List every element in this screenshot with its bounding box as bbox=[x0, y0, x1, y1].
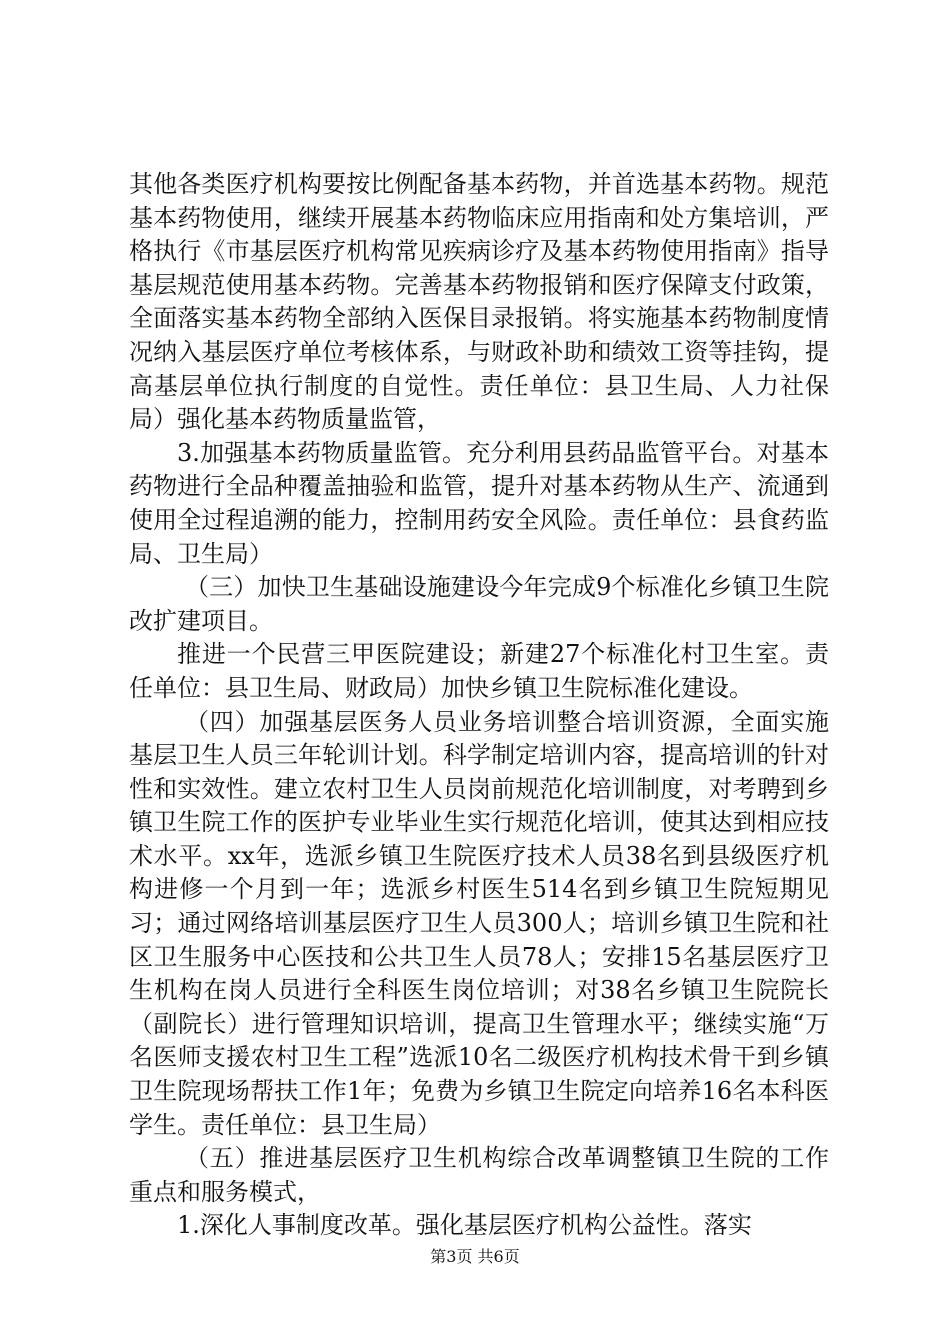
paragraph-4: 推进一个民营三甲医院建设；新建27个标准化村卫生室。责任单位：县卫生局、财政局）加快乡镇卫生院标准化建设。 bbox=[129, 640, 829, 702]
paragraph-7: 1.深化人事制度改革。强化基层医疗机构公益性。落实 bbox=[177, 1211, 752, 1240]
paragraph-2: 3.加强基本药物质量监管。充分利用县药品监管平台。对基本药物进行全品种覆盖抽验和监管，提升对基本药物从生产、流通到使用全过程追溯的能力，控制用药安全风险。责任单位：县食药监局、卫生局） bbox=[129, 438, 829, 568]
paragraph-5: （四）加强基层医务人员业务培训整合培训资源，全面实施基层卫生人员三年轮训计划。科学制定培训内容，提高培训的针对性和实效性。建立农村卫生人员岗前规范化培训制度，对考聘到乡镇卫生院工作的医护专业毕业生实行规范化培训，使其达到相应技术水平。xx年，选派乡镇卫生院医疗技术人员38名到县级医疗机构进修一个月到一年；选派乡村医生514名到乡镇卫生院短期见习；通过网络培训基层医疗卫生人员300人；培训乡镇卫生院和社区卫生服务中心医技和公共卫生人员78人；安排15名基层医疗卫生机构在岗人员进行全科医生岗位培训；对38名乡镇卫生院院长（副院长）进行管理知识培训，提高卫生管理水平；继续实施“万名医师支援农村卫生工程”选派10名二级医疗机构技术骨干到乡镇卫生院现场帮扶工作1年；免费为乡镇卫生院定向培养16名本科医学生。责任单位：县卫生局） bbox=[129, 707, 829, 1139]
page-number-footer: 第3页 共6页 bbox=[430, 1247, 520, 1266]
paragraph-3: （三）加快卫生基础设施建设今年完成9个标准化乡镇卫生院改扩建项目。 bbox=[129, 573, 829, 635]
paragraph-1: 其他各类医疗机构要按比例配备基本药物，并首选基本药物。规范基本药物使用，继续开展基本药物临床应用指南和处方集培训，严格执行《市基层医疗机构常见疾病诊疗及基本药物使用指南》指导基层规范使用基本药物。完善基本药物报销和医疗保障支付政策，全面落实基本药物全部纳入医保目录报销。将实施基本药物制度情况纳入基层医疗单位考核体系，与财政补助和绩效工资等挂钩，提高基层单位执行制度的自觉性。责任单位：县卫生局、人力社保局）强化基本药物质量监管， bbox=[129, 170, 829, 434]
paragraph-6: （五）推进基层医疗卫生机构综合改革调整镇卫生院的工作重点和服务模式， bbox=[129, 1144, 829, 1206]
document-body bbox=[129, 168, 829, 1243]
